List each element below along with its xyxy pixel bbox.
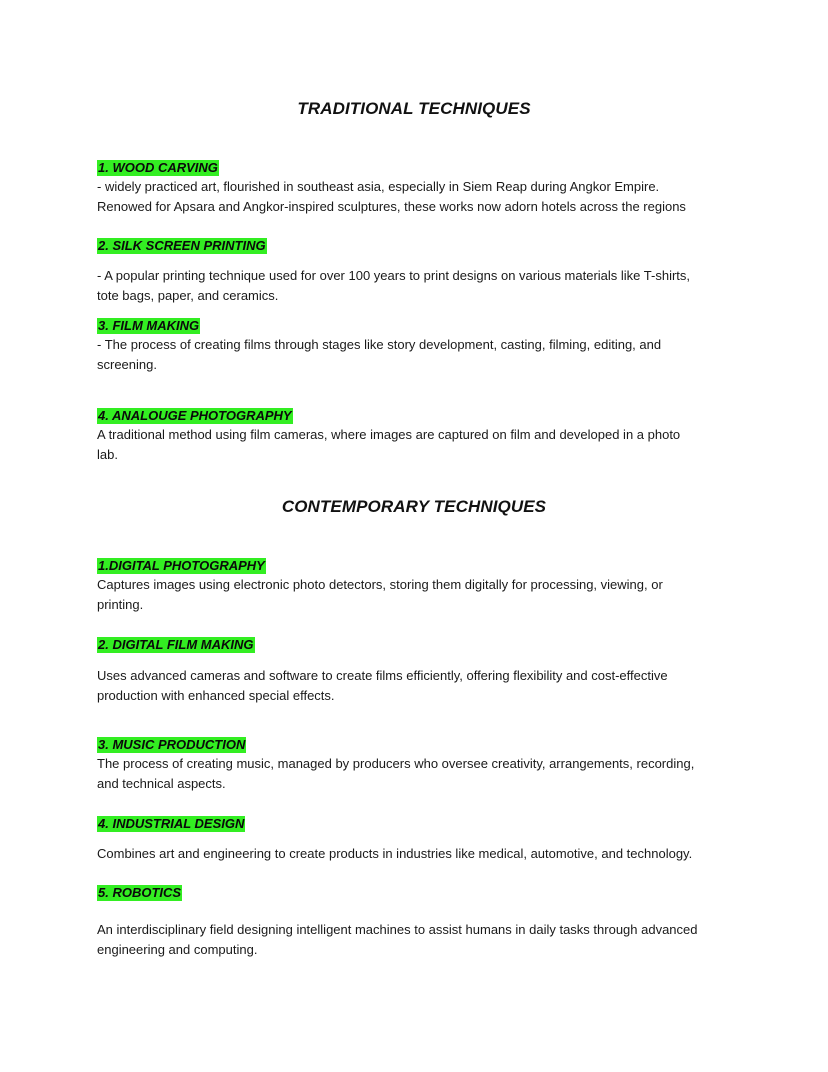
technique-description-line: lab. — [97, 447, 118, 462]
technique-label: 4. INDUSTRIAL DESIGN — [98, 816, 245, 831]
technique-description-line: Uses advanced cameras and software to create films efficiently, offering flexibility and cost-effective — [97, 668, 668, 683]
technique-description-line: screening. — [97, 357, 157, 372]
technique-label: 3. MUSIC PRODUCTION — [98, 737, 246, 752]
section-heading-contemporary: CONTEMPORARY TECHNIQUES — [281, 497, 547, 516]
technique-label: 2. DIGITAL FILM MAKING — [98, 637, 254, 652]
technique-description-line: tote bags, paper, and ceramics. — [97, 288, 279, 303]
technique-description-line: - The process of creating films through stages like story development, casting, filming, editing, and — [97, 337, 662, 352]
technique-label: 4. ANALOUGE PHOTOGRAPHY — [98, 408, 292, 423]
technique-label: 1.DIGITAL PHOTOGRAPHY — [98, 558, 265, 573]
technique-description-line: Renowed for Apsara and Angkor-inspired sculptures, these works now adorn hotels across the regions — [97, 199, 686, 214]
technique-description-line: printing. — [97, 597, 144, 612]
technique-item-analogue-photography — [97, 407, 737, 465]
technique-description-line: engineering and computing. — [97, 942, 258, 957]
technique-item-music-production — [97, 736, 737, 794]
technique-description-line: - widely practiced art, flourished in southeast asia, especially in Siem Reap during Angkor Empire. — [97, 179, 660, 194]
technique-description-line: A traditional method using film cameras, where images are captured on film and developed in a photo — [97, 427, 681, 442]
technique-description-line: production with enhanced special effects. — [97, 688, 335, 703]
technique-description-line: and technical aspects. — [97, 776, 226, 791]
technique-item-film-making — [97, 317, 737, 375]
technique-label: 5. ROBOTICS — [98, 885, 182, 900]
technique-label: 2. SILK SCREEN PRINTING — [98, 238, 266, 253]
technique-description-line: - A popular printing technique used for over 100 years to print designs on various materials like T-shirts, — [97, 268, 691, 283]
technique-item-silk-screen-printing — [97, 237, 737, 306]
section-heading-traditional: TRADITIONAL TECHNIQUES — [297, 99, 531, 118]
technique-label: 3. FILM MAKING — [98, 318, 200, 333]
technique-item-robotics — [97, 884, 737, 960]
technique-description-line: An interdisciplinary field designing intelligent machines to assist humans in daily tasks through advanced — [97, 922, 698, 937]
technique-item-wood-carving — [97, 159, 737, 217]
technique-description-line: Combines art and engineering to create products in industries like medical, automotive, and technology. — [97, 846, 693, 861]
technique-item-digital-film-making — [97, 636, 737, 706]
technique-description-line: Captures images using electronic photo detectors, storing them digitally for processing, viewing, or — [97, 577, 663, 592]
technique-label: 1. WOOD CARVING — [98, 160, 218, 175]
technique-item-digital-photography — [97, 557, 737, 615]
technique-item-industrial-design — [97, 815, 737, 864]
technique-description-line: The process of creating music, managed by producers who oversee creativity, arrangements, recording, — [97, 756, 695, 771]
